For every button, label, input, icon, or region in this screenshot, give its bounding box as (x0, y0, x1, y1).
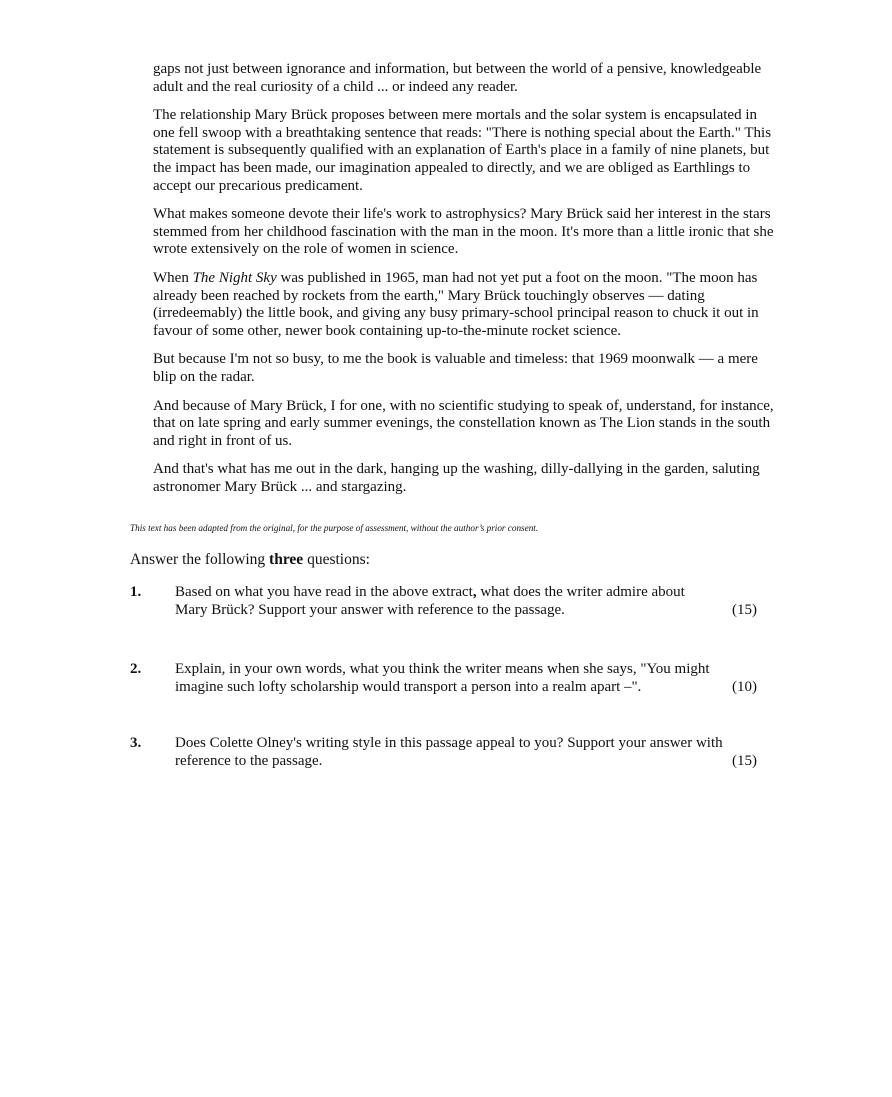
passage-paragraph-1: gaps not just between ignorance and information, but between the world of a pensive, knowledgeable adult and the real curiosity of a child ... or indeed any reader. (153, 61, 762, 95)
instruction-bold: three (269, 551, 304, 568)
paragraph-4-prefix: When (153, 269, 193, 286)
paragraph-4-rest: was published in 1965, man had not yet put a foot on the moon. "The moon has already been reached by rockets from the earth," Mary Brück touchingly observes — dating (irredeemably) the little book, and giving any busy primary-school principal reason to chuck it out in favour of some other, newer book containing up-to-the-minute rocket science. (153, 269, 759, 339)
question-line-2: Mary Brück? Support your answer with reference to the passage. (175, 601, 565, 618)
question-marks: (15) (732, 601, 757, 618)
adaptation-footnote: This text has been adapted from the original, for the purpose of assessment, without the author’s prior consent. (130, 523, 539, 533)
question-line-1-a: Based on what you have read in the above extract (175, 584, 473, 600)
bold-comma: , (472, 584, 477, 600)
question-line-1: Does Colette Olney's writing style in this passage appeal to you? Support your answer with (175, 735, 723, 751)
passage-paragraph-5: But because I'm not so busy, to me the book is valuable and timeless: that 1969 moonwalk — a mere blip on the radar. (153, 351, 758, 385)
book-title: The Night Sky (192, 269, 277, 286)
question-line-1 (175, 584, 760, 602)
question-line-1: Explain, in your own words, what you think the writer means when she says, "You might (175, 661, 710, 677)
question-text (175, 584, 760, 619)
instruction-before: Answer the following (130, 551, 270, 568)
question-text (175, 661, 760, 696)
question-line-2: reference to the passage. (175, 752, 323, 769)
passage-paragraph-3: What makes someone devote their life's work to astrophysics? Mary Brück said her interest in the stars stemmed from her childhood fascination with the man in the moon. It's more than a little ironic that she wrote extensively on the role of women in science. (153, 206, 774, 258)
question-line-2: imagine such lofty scholarship would transport a person into a realm apart –". (175, 678, 642, 695)
passage-paragraph-2: The relationship Mary Brück proposes between mere mortals and the solar system is encapsulated in one fell swoop with a breathtaking sentence that reads: "There is nothing special about the Earth." This statement is subsequently qualified with an explanation of Earth's place in a family of nine planets, but the impact has been made, our imagination appealed to directly, and we are obliged as Earthlings to accept our precarious predicament. (153, 107, 772, 194)
reading-passage (153, 61, 778, 507)
question-number: 3. (130, 735, 142, 751)
question-line-1-b: what does the writer admire about (476, 584, 685, 600)
instruction-after: questions: (303, 551, 370, 568)
passage-paragraph-7: And that's what has me out in the dark, hanging up the washing, dilly-dallying in the garden, saluting astronomer Mary Brück ... and stargazing. (153, 461, 760, 495)
question-marks: (15) (732, 752, 757, 769)
question-text (175, 735, 760, 770)
question-number: 2. (130, 661, 142, 677)
passage-paragraph-4 (153, 270, 778, 340)
question-instruction (130, 551, 370, 569)
passage-paragraph-6: And because of Mary Brück, I for one, with no scientific studying to speak of, understand, for instance, that on late spring and early summer evenings, the constellation known as The Lion stands in the south and right in front of us. (153, 397, 774, 449)
question-marks: (10) (732, 678, 757, 695)
question-number: 1. (130, 584, 142, 600)
